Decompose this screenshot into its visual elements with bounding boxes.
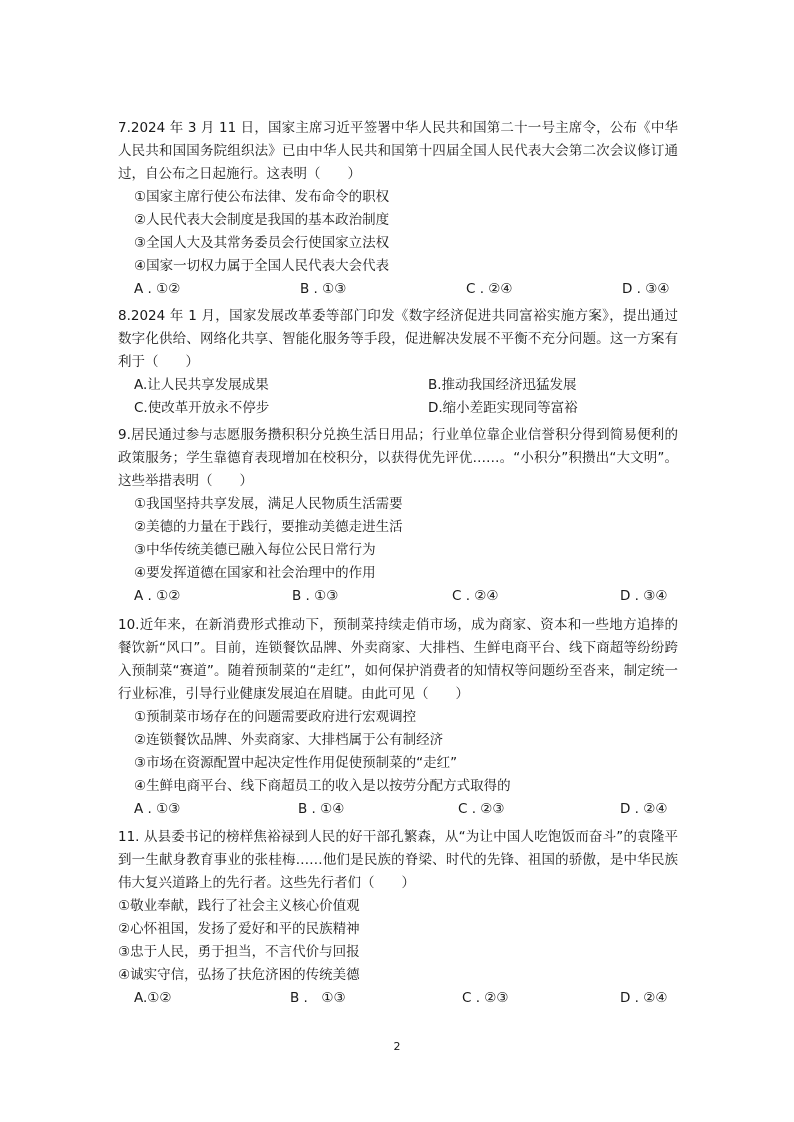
choice-d: D . ②④ (620, 801, 668, 817)
option-2: ②连锁餐饮品牌、外卖商家、大排档属于公有制经济 (134, 732, 444, 748)
option-1: ①我国坚持共享发展，满足人民物质生活需要 (134, 496, 403, 512)
option-2: ②人民代表大会制度是我国的基本政治制度 (134, 212, 390, 228)
option-4: ④诚实守信，弘扬了扶危济困的传统美德 (118, 967, 360, 983)
choice-a: A . ①② (134, 281, 181, 297)
option-3: ③市场在资源配置中起决定性作用促使预制菜的“走红” (134, 755, 458, 771)
page-number: 2 (393, 1040, 401, 1053)
option-2: ②心怀祖国，发扬了爱好和平的民族精神 (118, 921, 360, 937)
choice-d: D . ②④ (620, 990, 668, 1006)
answer-choices (118, 798, 678, 821)
choice-c: C . ②④ (452, 588, 499, 604)
choice-a: A . ①③ (134, 801, 181, 817)
option-1: ①敬业奉献，践行了社会主义核心价值观 (118, 898, 360, 914)
answer-choices (118, 374, 678, 420)
choice-c: C.使改革开放永不停步 (134, 400, 270, 416)
question-stem: 9.居民通过参与志愿服务攒积积分兑换生活日用品；行业单位靠企业信誉积分得到简易便利的政策服务；学生靠德育表现增加在校积分，以获得优先评优……。“小积分”积攒出“大文明”。这些举措表明（ ） (118, 427, 678, 489)
choice-b: B.推动我国经济迅猛发展 (428, 377, 577, 393)
option-3: ③全国人大及其常务委员会行使国家立法权 (134, 235, 390, 251)
option-4: ④国家一切权力属于全国人民代表大会代表 (134, 258, 390, 274)
choice-d: D.缩小差距实现同等富裕 (428, 400, 578, 416)
question-11 (118, 826, 678, 1010)
question-9 (118, 424, 678, 608)
choice-a: A . ①② (134, 588, 181, 604)
choice-d: D . ③④ (622, 281, 670, 297)
option-3: ③忠于人民，勇于担当，不言代价与回报 (118, 944, 360, 960)
option-2: ②美德的力量在于践行，要推动美德走进生活 (134, 519, 403, 535)
option-4: ④要发挥道德在国家和社会治理中的作用 (134, 565, 376, 581)
question-stem: 7.2024 年 3 月 11 日，国家主席习近平签署中华人民共和国第二十一号主席令，公布《中华人民共和国国务院组织法》已由中华人民共和国第十四届全国人民代表大会第二次会议修订通过，自公布之日起施行。这表明（ ） (118, 120, 678, 182)
question-stem: 11. 从县委书记的榜样焦裕禄到人民的好干部孔繁森，从“为让中国人吃饱饭而奋斗”的袁隆平到一生献身教育事业的张桂梅……他们是民族的脊梁、时代的先锋、祖国的骄傲，是中华民族伟大复兴道路上的先行者。这些先行者们（ ） (118, 829, 678, 891)
choice-c: C . ②③ (462, 990, 509, 1006)
option-4: ④生鲜电商平台、线下商超员工的收入是以按劳分配方式取得的 (134, 778, 511, 794)
choice-a: A.①② (134, 990, 172, 1006)
question-stem: 8.2024 年 1 月，国家发展改革委等部门印发《数字经济促进共同富裕实施方案》，提出通过数字化供给、网络化共享、智能化服务等手段，促进解决发展不平衡不充分问题。这一方案有利于（ ） (118, 308, 678, 370)
choice-b: B . ①④ (298, 801, 345, 817)
question-8 (118, 305, 678, 420)
option-3: ③中华传统美德已融入每位公民日常行为 (134, 542, 376, 558)
choice-b: B . ①③ (290, 990, 346, 1006)
option-1: ①预制菜市场存在的问题需要政府进行宏观调控 (134, 709, 417, 725)
option-1: ①国家主席行使公布法律、发布命令的职权 (134, 189, 390, 205)
question-stem: 10.近年来，在新消费形式推动下，预制菜持续走俏市场，成为商家、资本和一些地方追捧的餐饮新“风口”。目前，连锁餐饮品牌、外卖商家、大排档、生鲜电商平台、线下商超等纷纷跨入预制菜“赛道”。随着预制菜的“走红”，如何保护消费者的知情权等问题纷至沓来，制定统一行业标准，引导行业健康发展迫在眉睫。由此可见（ ） (118, 617, 678, 702)
choice-a: A.让人民共享发展成果 (134, 377, 269, 393)
choice-d: D . ③④ (620, 588, 668, 604)
choice-c: C . ②③ (458, 801, 505, 817)
answer-choices (118, 585, 678, 608)
answer-choices (118, 278, 678, 301)
question-10 (118, 614, 678, 821)
answer-choices (118, 987, 678, 1010)
choice-b: B . ①③ (292, 588, 339, 604)
choice-c: C . ②④ (466, 281, 513, 297)
choice-b: B . ①③ (300, 281, 347, 297)
question-7 (118, 117, 678, 301)
